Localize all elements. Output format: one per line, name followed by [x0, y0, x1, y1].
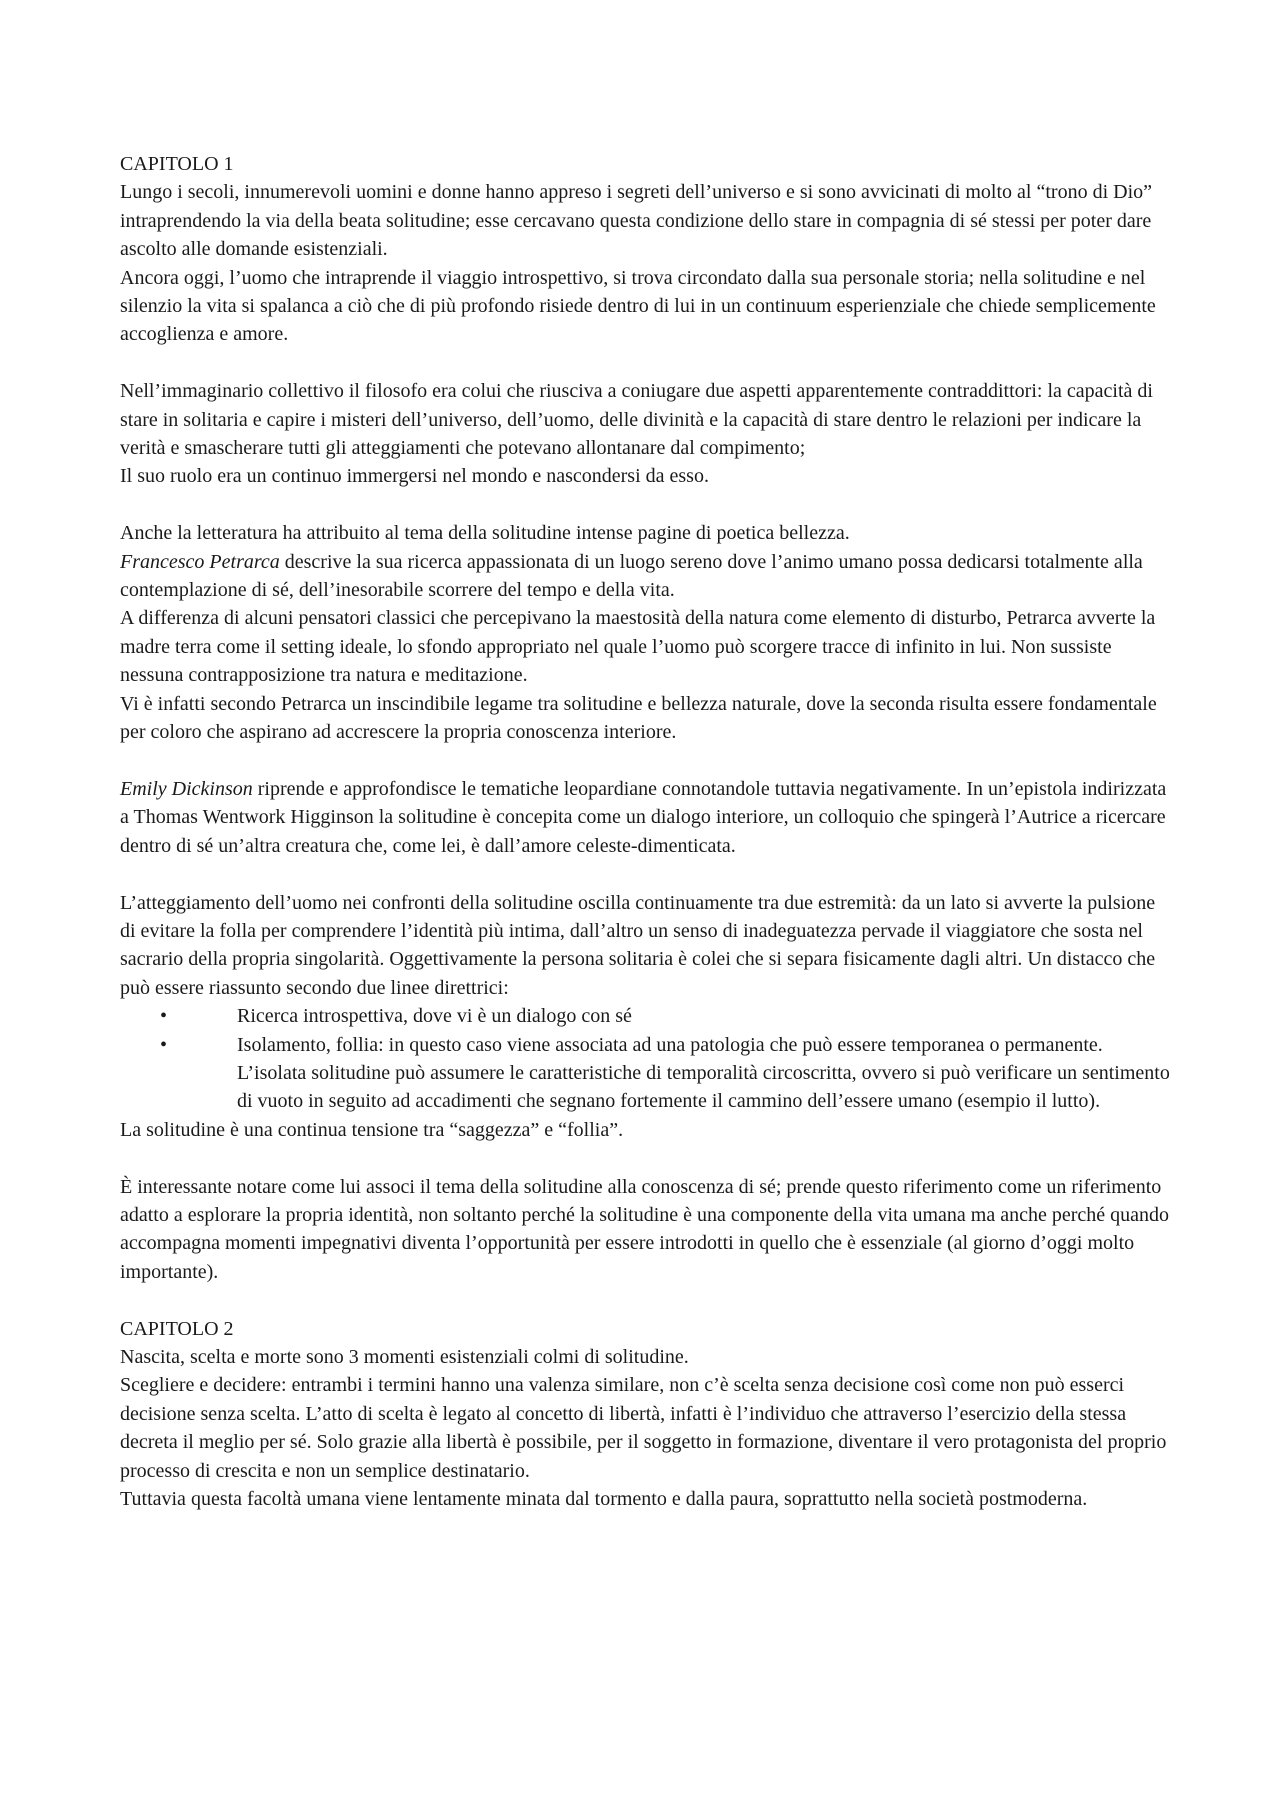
bullet-icon: •: [160, 1033, 168, 1056]
chapter-1-paragraph-6: [120, 548, 1170, 605]
chapter-1-paragraph-11: La solitudine è una continua tensione tra “saggezza” e “follia”.: [120, 1118, 624, 1141]
list-item: [120, 1031, 1170, 1116]
chapter-1-paragraph-2: Ancora oggi, l’uomo che intraprende il viaggio introspettivo, si trova circondato dalla sua personale storia; nella solitudine e nel silenzio la vita si spalanca a ciò che di più profondo risiede dentro di lui in un continuum esperienziale che chiede semplicemente accoglienza e amore.: [120, 266, 1156, 346]
chapter-1-paragraph-1: Lungo i secoli, innumerevoli uomini e donne hanno appreso i segreti dell’universo e si sono avvicinati di molto al “trono di Dio” intraprendendo la via della beata solitudine; esse cercavano questa condizione dello stare in compagnia di sé stessi per poter dare ascolto alle domande esistenziali.: [120, 181, 1153, 261]
paragraph-gap: [120, 1286, 1170, 1314]
paragraph-gap: [120, 1144, 1170, 1172]
paragraph-9-text: riprende e approfondisce le tematiche leopardiane connotandole tuttavia negativamente. In un’epistola indirizzata a Thomas Wentwork Higginson la solitudine è concepita come un dialogo interiore, un colloquio che spingerà l’Autrice a ricercare dentro di sé un’altra creatura che, come lei, è dall’amore celeste-dimenticata.: [120, 777, 1167, 857]
document-page: [120, 150, 1170, 1513]
chapter-2-paragraph-3: Tuttavia questa facoltà umana viene lentamente minata dal tormento e dalla paura, soprattutto nella società postmoderna.: [120, 1488, 1088, 1510]
author-dickinson: Emily Dickinson: [120, 777, 253, 800]
paragraph-gap: [120, 860, 1170, 888]
chapter-1-paragraph-4: Il suo ruolo era un continuo immergersi nel mondo e nascondersi da esso.: [120, 465, 709, 488]
chapter-1-paragraph-5: Anche la letteratura ha attribuito al tema della solitudine intense pagine di poetica bellezza.: [120, 522, 850, 545]
chapter-1-paragraph-12: È interessante notare come lui associ il tema della solitudine alla conoscenza di sé; prende questo riferimento come un riferimento adatto a esplorare la propria identità, non soltanto perché la solitudine è una componente della vita umana ma anche perché quando accompagna momenti impegnativi diventa l’opportunità per essere introdotti in quello che è essenziale (al giorno d’oggi molto importante).: [120, 1175, 1170, 1283]
bullet-icon: •: [160, 1005, 168, 1028]
list-item: [120, 1002, 1170, 1030]
author-petrarca: Francesco Petrarca: [120, 550, 280, 573]
chapter-1-paragraph-3: Nell’immaginario collettivo il filosofo era colui che riusciva a coniugare due aspetti apparentemente contraddittori: la capacità di stare in solitaria e capire i misteri dell’universo, dell’uomo, delle divinità e la capacità di stare dentro le relazioni per indicare la verità e smascherare tutti gli atteggiamenti che potevano allontanare dal compimento;: [120, 380, 1153, 460]
chapter-2-paragraph-1: Nascita, scelta e morte sono 3 momenti esistenziali colmi di solitudine.: [120, 1345, 689, 1368]
chapter-1-paragraph-8: Vi è infatti secondo Petrarca un inscindibile legame tra solitudine e bellezza naturale, dove la seconda risulta essere fondamentale per coloro che aspirano ad accrescere la propria conoscenza interiore.: [120, 692, 1157, 744]
paragraph-gap: [120, 747, 1170, 775]
chapter-1-heading: CAPITOLO 1: [120, 153, 234, 175]
chapter-2-paragraph-2: Scegliere e decidere: entrambi i termini hanno una valenza similare, non c’è scelta senza decisione così come non può esserci decisione senza scelta. L’atto di scelta è legato al concetto di libertà, infatti è l’individuo che attraverso l’esercizio della stessa decreta il meglio per sé. Solo grazie alla libertà è possibile, per il soggetto in formazione, diventare il vero protagonista del proprio processo di crescita e non un semplice destinatario.: [120, 1374, 1167, 1482]
paragraph-6-text: descrive la sua ricerca appassionata di un luogo sereno dove l’animo umano possa dedicarsi totalmente alla contemplazione di sé, dell’inesorabile scorrere del tempo e della vita.: [120, 550, 1143, 602]
bullet-text: Isolamento, follia: in questo caso viene associata ad una patologia che può essere temporanea o permanente. L’isolata solitudine può assumere le caratteristiche di temporalità circoscritta, ovvero si può verificare un sentimento di vuoto in seguito ad accadimenti che segnano fortemente il cammino dell’essere umano (esempio il lutto).: [237, 1033, 1170, 1113]
chapter-1-paragraph-10: L’atteggiamento dell’uomo nei confronti della solitudine oscilla continuamente tra due estremità: da un lato si avverte la pulsione di evitare la folla per comprendere l’identità più intima, dall’altro un senso di inadeguatezza pervade il viaggiatore che sosta nel sacrario della propria singolarità. Oggettivamente la persona solitaria è colei che si separa fisicamente dagli altri. Un distacco che può essere riassunto secondo due linee direttrici:: [120, 891, 1156, 999]
paragraph-gap: [120, 491, 1170, 519]
chapter-2-heading: CAPITOLO 2: [120, 1317, 234, 1340]
chapter-1-paragraph-7: A differenza di alcuni pensatori classici che percepivano la maestosità della natura come elemento di disturbo, Petrarca avverte la madre terra come il setting ideale, lo sfondo appropriato nel quale l’uomo può scorgere tracce di infinito in lui. Non sussiste nessuna contrapposizione tra natura e meditazione.: [120, 607, 1156, 687]
paragraph-gap: [120, 349, 1170, 377]
bullet-list: [120, 1002, 1170, 1116]
bullet-text: Ricerca introspettiva, dove vi è un dialogo con sé: [237, 1005, 632, 1028]
chapter-1-paragraph-9: [120, 775, 1170, 860]
